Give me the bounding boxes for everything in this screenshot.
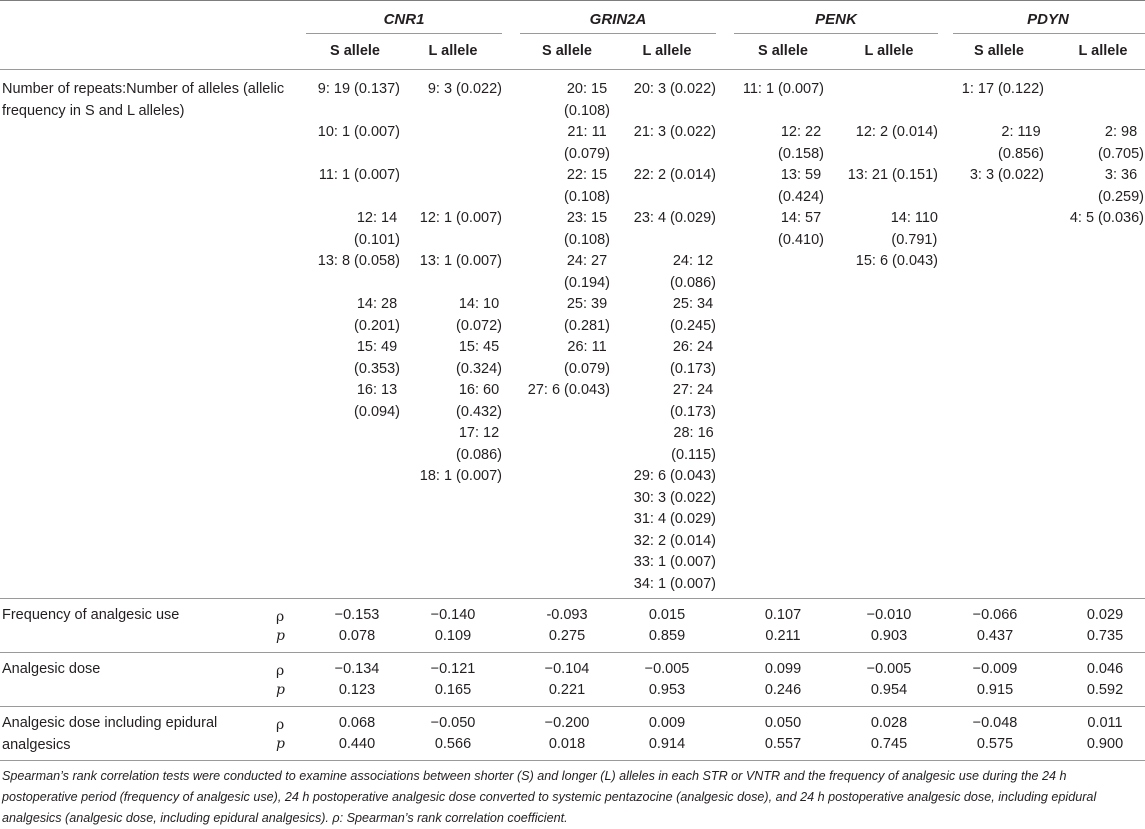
subheader-pdyn-l: L allele bbox=[1078, 43, 1128, 59]
repeat-entry-line: (0.173) bbox=[670, 403, 716, 420]
rho-value: 0.009 bbox=[648, 715, 686, 731]
repeat-entry bbox=[428, 79, 502, 101]
repeat-entry-line: 9: 19 (0.137) bbox=[317, 81, 400, 97]
repeat-entry bbox=[962, 79, 1044, 101]
repeat-entry bbox=[318, 79, 400, 101]
repeat-entry-line: 1: 17 (0.122) bbox=[961, 81, 1044, 97]
repeat-entry-line: (0.072) bbox=[456, 317, 502, 334]
subheader-penk-s: S allele bbox=[758, 43, 808, 59]
repeat-entry bbox=[564, 337, 610, 380]
repeat-entry bbox=[778, 122, 824, 165]
repeat-entry-line: 13: 8 (0.058) bbox=[317, 253, 400, 269]
subheader-penk-l: L allele bbox=[864, 43, 914, 59]
repeat-entry-line: (0.424) bbox=[778, 188, 824, 205]
repeat-entry-line: (0.173) bbox=[670, 360, 716, 377]
repeat-entry bbox=[564, 251, 610, 294]
repeat-entry bbox=[634, 574, 716, 596]
repeat-entry-line: (0.108) bbox=[564, 188, 610, 205]
repeat-entry-line: 24: 12 bbox=[672, 253, 714, 269]
repeat-entry-line: (0.158) bbox=[778, 145, 824, 162]
rho-value: −0.121 bbox=[430, 661, 476, 677]
repeat-entry-line: 23: 4 (0.029) bbox=[633, 210, 716, 226]
repeat-entry-line: 12: 2 (0.014) bbox=[855, 124, 938, 140]
repeat-entry-line: 16: 13 bbox=[356, 382, 398, 398]
repeat-entry bbox=[634, 488, 716, 510]
rho-symbol: ρ bbox=[276, 717, 285, 733]
p-value: 0.109 bbox=[434, 628, 472, 644]
repeat-entry-line: 17: 12 bbox=[458, 425, 500, 441]
repeat-entry-line: 14: 10 bbox=[458, 296, 500, 312]
row-divider bbox=[0, 598, 1145, 599]
rho-value: −0.134 bbox=[334, 661, 380, 677]
rho-value: 0.050 bbox=[764, 715, 802, 731]
repeat-entry-line: 23: 15 bbox=[566, 210, 608, 226]
p-value: 0.557 bbox=[764, 736, 802, 752]
rho-value: 0.011 bbox=[1087, 715, 1123, 731]
p-value: 0.078 bbox=[338, 628, 376, 644]
repeat-entry bbox=[354, 337, 400, 380]
repeat-entry bbox=[970, 165, 1044, 187]
rho-value: 0.068 bbox=[338, 715, 376, 731]
gene-header-grin2a: GRIN2A bbox=[589, 11, 647, 28]
rho-value: 0.029 bbox=[1086, 607, 1124, 623]
repeat-entry-line: (0.281) bbox=[564, 317, 610, 334]
repeat-entry-line: 16: 60 bbox=[458, 382, 500, 398]
repeat-entry-line: 13: 59 bbox=[780, 167, 822, 183]
p-value: 0.246 bbox=[764, 682, 802, 698]
repeat-entry bbox=[1098, 165, 1144, 208]
repeat-entry bbox=[528, 380, 610, 402]
repeat-entry-line: 11: 1 (0.007) bbox=[742, 81, 824, 97]
repeat-entry-line: 25: 34 bbox=[672, 296, 714, 312]
repeat-entry-line: 27: 6 (0.043) bbox=[527, 382, 610, 398]
gene-header-cnr1: CNR1 bbox=[383, 11, 425, 28]
repeat-entry bbox=[564, 122, 610, 165]
p-symbol: p bbox=[276, 682, 285, 698]
repeat-entry bbox=[634, 79, 716, 101]
repeat-entry-line: 31: 4 (0.029) bbox=[633, 511, 716, 527]
repeat-entry bbox=[891, 208, 938, 251]
repeat-entry bbox=[420, 466, 502, 488]
repeat-entry-line: 11: 1 (0.007) bbox=[318, 167, 400, 183]
repeat-entry-line: 3: 36 bbox=[1104, 167, 1138, 183]
repeat-entry bbox=[564, 294, 610, 337]
repeat-entry bbox=[564, 208, 610, 251]
repeat-entry-line: 14: 110 bbox=[890, 210, 938, 226]
repeat-entry bbox=[420, 251, 502, 273]
repeat-entry bbox=[634, 208, 716, 230]
repeat-entry-line: 21: 3 (0.022) bbox=[633, 124, 716, 140]
p-value: 0.859 bbox=[648, 628, 686, 644]
rho-value: −0.009 bbox=[972, 661, 1018, 677]
repeat-entry bbox=[1070, 208, 1144, 230]
repeat-entry bbox=[856, 251, 938, 273]
p-symbol: p bbox=[276, 628, 285, 644]
repeat-entry bbox=[318, 122, 400, 144]
rho-value: -0.093 bbox=[546, 607, 588, 623]
repeat-entry-line: (0.079) bbox=[564, 145, 610, 162]
rho-symbol: ρ bbox=[276, 663, 285, 679]
repeat-entry bbox=[856, 122, 938, 144]
repeat-entry-line: 29: 6 (0.043) bbox=[633, 468, 716, 484]
p-value: 0.914 bbox=[648, 736, 686, 752]
repeat-entry-line: (0.094) bbox=[354, 403, 400, 420]
repeat-entry-line: (0.108) bbox=[564, 102, 610, 119]
table-footnote: Spearman’s rank correlation tests were conducted to examine associations between shorter (S) and longer (L) alleles in each STR or VNTR and the frequency of analgesic use during the 24 h postoperative period (frequency of analgesic use), 24 h postoperative analgesic dose converted to systemic pentazocine (analgesic dose), and 24 h postoperative analgesic dose, including epidural analgesics (analgesic dose, including epidural analgesics). ρ: Spearman’s rank correlation coefficient. bbox=[2, 769, 1097, 825]
repeat-entry bbox=[671, 423, 716, 466]
stat-row-label bbox=[2, 605, 179, 627]
repeat-entry-line: (0.705) bbox=[1098, 145, 1144, 162]
repeat-entry-line: (0.324) bbox=[456, 360, 502, 377]
repeat-entry-line: 22: 15 bbox=[566, 167, 608, 183]
repeat-entry-line: 13: 21 (0.151) bbox=[847, 167, 938, 183]
repeat-entry bbox=[634, 509, 716, 531]
repeat-entry bbox=[354, 294, 400, 337]
repeat-entry bbox=[848, 165, 938, 187]
repeat-entry-line: 15: 6 (0.043) bbox=[855, 253, 938, 269]
p-value: 0.566 bbox=[434, 736, 472, 752]
p-value: 0.221 bbox=[548, 682, 586, 698]
p-value: 0.575 bbox=[976, 736, 1014, 752]
repeat-entry bbox=[354, 380, 400, 423]
repeat-entry bbox=[1098, 122, 1144, 165]
repeat-entry-line: (0.201) bbox=[354, 317, 400, 334]
gene-header-pdyn: PDYN bbox=[1027, 11, 1069, 28]
repeat-entry-line: 24: 27 bbox=[566, 253, 608, 269]
repeat-entry-line: 13: 1 (0.007) bbox=[419, 253, 502, 269]
p-value: 0.275 bbox=[548, 628, 586, 644]
rho-value: 0.099 bbox=[764, 661, 802, 677]
repeat-entry-line: 2: 98 bbox=[1104, 124, 1138, 140]
repeat-entry-line: (0.086) bbox=[670, 274, 716, 291]
subheader-cnr1-l: L allele bbox=[428, 43, 478, 59]
row-divider bbox=[0, 706, 1145, 707]
p-value: 0.954 bbox=[870, 682, 908, 698]
repeat-entry bbox=[319, 165, 400, 187]
repeat-entry-line: 32: 2 (0.014) bbox=[633, 533, 716, 549]
repeat-entry-line: 12: 14 bbox=[356, 210, 398, 226]
repeat-entry-line: 20: 15 bbox=[566, 81, 608, 97]
rho-value: 0.107 bbox=[764, 607, 802, 623]
rho-value: −0.200 bbox=[544, 715, 590, 731]
stat-row-label-line: Analgesic dose bbox=[2, 661, 101, 677]
repeat-entry-line: 26: 24 bbox=[672, 339, 714, 355]
rho-symbol: ρ bbox=[276, 609, 285, 625]
repeat-entry-line: 15: 45 bbox=[458, 339, 500, 355]
repeat-entry-line: 25: 39 bbox=[566, 296, 608, 312]
subheader-cnr1-s: S allele bbox=[330, 43, 380, 59]
repeat-entry bbox=[456, 380, 502, 423]
repeat-entry-line: (0.791) bbox=[891, 231, 938, 248]
p-value: 0.735 bbox=[1086, 628, 1124, 644]
repeat-entry-line: 12: 1 (0.007) bbox=[419, 210, 502, 226]
rho-value: −0.104 bbox=[544, 661, 590, 677]
repeat-entry-line: (0.432) bbox=[456, 403, 502, 420]
repeat-entry bbox=[778, 165, 824, 208]
subheader-grin2a-s: S allele bbox=[542, 43, 592, 59]
repeat-entry-line: 20: 3 (0.022) bbox=[633, 81, 716, 97]
repeat-entry bbox=[456, 294, 502, 337]
repeat-entry-line: 2: 119 bbox=[1001, 124, 1041, 140]
repeat-entry-line: 14: 57 bbox=[780, 210, 822, 226]
repeat-entry bbox=[670, 337, 716, 380]
gene-header-penk: PENK bbox=[815, 11, 857, 28]
rho-value: −0.010 bbox=[866, 607, 912, 623]
repeat-entry-line: 30: 3 (0.022) bbox=[633, 490, 716, 506]
repeat-entry-line: 34: 1 (0.007) bbox=[633, 576, 716, 592]
p-value: 0.592 bbox=[1086, 682, 1124, 698]
stat-row-label bbox=[2, 659, 100, 681]
rho-value: −0.048 bbox=[972, 715, 1018, 731]
repeat-entry-line: (0.194) bbox=[564, 274, 610, 291]
rho-value: −0.005 bbox=[644, 661, 690, 677]
repeat-entry bbox=[634, 552, 716, 574]
stat-row-label-line: Analgesic dose including epidural bbox=[2, 715, 218, 731]
p-value: 0.437 bbox=[976, 628, 1014, 644]
repeat-entry bbox=[456, 337, 502, 380]
repeat-entry-line: 14: 28 bbox=[356, 296, 398, 312]
repeat-entry bbox=[670, 380, 716, 423]
rho-value: −0.050 bbox=[430, 715, 476, 731]
repeat-entry-line: (0.086) bbox=[456, 446, 502, 463]
repeat-entry-line: 12: 22 bbox=[780, 124, 822, 140]
repeat-entry bbox=[670, 294, 716, 337]
repeat-entry-line: 3: 3 (0.022) bbox=[969, 167, 1044, 183]
repeat-entry-line: 21: 11 bbox=[567, 124, 607, 140]
repeat-entry bbox=[998, 122, 1044, 165]
repeat-entry bbox=[456, 423, 502, 466]
repeat-entry-line: 33: 1 (0.007) bbox=[633, 554, 716, 570]
rho-value: 0.046 bbox=[1086, 661, 1124, 677]
stat-row-label-line: Frequency of analgesic use bbox=[2, 607, 180, 623]
repeat-entry-line: 18: 1 (0.007) bbox=[419, 468, 502, 484]
p-value: 0.018 bbox=[548, 736, 586, 752]
p-value: 0.440 bbox=[338, 736, 376, 752]
repeats-row-label: Number of repeats:Number of alleles (allelic frequency in S and L alleles) bbox=[2, 81, 285, 119]
subheader-grin2a-l: L allele bbox=[642, 43, 692, 59]
repeat-entry bbox=[743, 79, 824, 101]
repeat-entry bbox=[564, 165, 610, 208]
repeat-entry-line: 26: 11 bbox=[567, 339, 607, 355]
repeat-entry bbox=[634, 531, 716, 553]
p-value: 0.745 bbox=[870, 736, 908, 752]
repeat-entry-line: (0.079) bbox=[564, 360, 610, 377]
repeat-entry-line: (0.353) bbox=[354, 360, 400, 377]
repeat-entry bbox=[634, 165, 716, 187]
rho-value: −0.153 bbox=[334, 607, 380, 623]
p-value: 0.211 bbox=[765, 628, 801, 644]
p-value: 0.165 bbox=[434, 682, 472, 698]
rho-value: 0.028 bbox=[870, 715, 908, 731]
p-value: 0.903 bbox=[870, 628, 908, 644]
subheader-pdyn-s: S allele bbox=[974, 43, 1024, 59]
repeat-entry-line: (0.115) bbox=[671, 446, 716, 463]
repeat-entry bbox=[420, 208, 502, 230]
repeat-entry-line: 28: 16 bbox=[673, 425, 714, 441]
repeat-entry-line: (0.101) bbox=[354, 231, 400, 248]
p-symbol: p bbox=[276, 736, 285, 752]
repeat-entry-line: 10: 1 (0.007) bbox=[317, 124, 400, 140]
p-value: 0.900 bbox=[1086, 736, 1124, 752]
repeat-entry-line: 22: 2 (0.014) bbox=[633, 167, 716, 183]
rho-value: −0.066 bbox=[972, 607, 1018, 623]
repeat-entry bbox=[354, 208, 400, 251]
repeat-entry-line: (0.856) bbox=[998, 145, 1044, 162]
row-divider bbox=[0, 652, 1145, 653]
repeat-entry bbox=[564, 79, 610, 122]
repeat-entry bbox=[318, 251, 400, 273]
repeat-entry-line: (0.108) bbox=[564, 231, 610, 248]
stat-row-label-line: analgesics bbox=[2, 736, 71, 753]
repeat-entry-line: 9: 3 (0.022) bbox=[427, 81, 502, 97]
p-value: 0.915 bbox=[976, 682, 1014, 698]
p-value: 0.953 bbox=[648, 682, 686, 698]
repeat-entry-line: (0.245) bbox=[670, 317, 716, 334]
repeat-entry bbox=[670, 251, 716, 294]
repeat-entry bbox=[634, 122, 716, 144]
rho-value: 0.015 bbox=[648, 607, 686, 623]
repeat-entry bbox=[634, 466, 716, 488]
stat-row-label bbox=[2, 713, 217, 756]
rho-value: −0.005 bbox=[866, 661, 912, 677]
repeat-entry-line: 4: 5 (0.036) bbox=[1069, 210, 1144, 226]
repeat-entry-line: (0.259) bbox=[1098, 188, 1144, 205]
repeat-entry-line: 15: 49 bbox=[356, 339, 398, 355]
repeat-entry-line: 27: 24 bbox=[672, 382, 714, 398]
repeat-entry bbox=[778, 208, 824, 251]
repeat-entry-line: (0.410) bbox=[778, 231, 824, 248]
row-divider bbox=[0, 760, 1145, 761]
rho-value: −0.140 bbox=[430, 607, 476, 623]
p-value: 0.123 bbox=[338, 682, 376, 698]
